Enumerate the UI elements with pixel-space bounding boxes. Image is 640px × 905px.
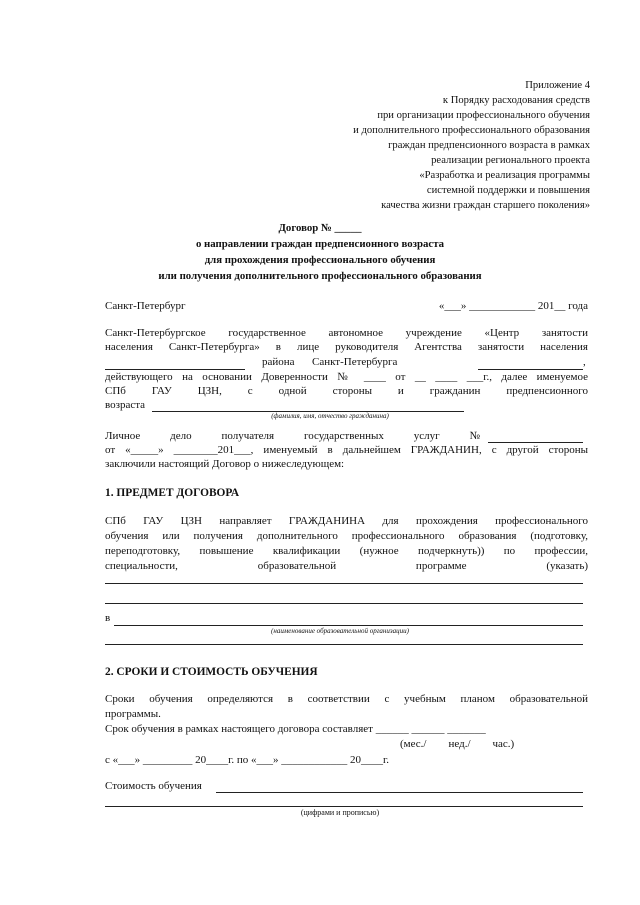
party-text: Санкт-Петербурга: [312, 356, 398, 368]
party-text: Санкт-Петербургское государственное автономное учреждение «Центр занятости: [105, 327, 588, 339]
field-caption: (цифрами и прописью): [300, 808, 380, 817]
cost-blank: [216, 792, 583, 793]
contract-subtitle: о направлении граждан предпенсионного возраста: [195, 238, 445, 250]
appendix-line: реализации регионального проекта: [431, 155, 590, 166]
duration-units: (мес./ нед./ час.): [400, 738, 515, 750]
section1-text: обучения или получения дополнительного профессионального образования (подготовку,: [105, 530, 588, 542]
appendix-line: «Разработка и реализация программы: [419, 170, 590, 181]
section2-text: Срок обучения в рамках настоящего договора составляет ______ ______ _______: [105, 723, 486, 735]
name-blank: [478, 369, 583, 370]
section2-text: программы.: [105, 708, 161, 720]
section2-text: Сроки обучения определяются в соответствии с учебным планом образовательной: [105, 693, 588, 705]
section1-text: в: [105, 612, 111, 624]
organization-blank: [105, 644, 583, 645]
cost-blank: [105, 806, 583, 807]
section-heading: 1. ПРЕДМЕТ ДОГОВОРА: [105, 487, 240, 499]
appendix-line: Приложение 4: [525, 80, 590, 91]
party-text: населения Санкт-Петербурга» в лице руководителя Агентства занятости населения: [105, 341, 588, 353]
section-heading: 2. СРОКИ И СТОИМОСТЬ ОБУЧЕНИЯ: [105, 666, 318, 678]
party-text: возраста: [105, 399, 146, 411]
appendix-line: системной поддержки и повышения: [426, 185, 590, 196]
appendix-line: при организации профессионального обучения: [377, 110, 590, 121]
section2-text: Стоимость обучения: [105, 780, 202, 792]
program-blank: [105, 603, 583, 604]
recipient-text: от «_____» ________201___, именуемый в дальнейшем ГРАЖДАНИН, с другой стороны: [105, 444, 588, 456]
section1-text: переподготовку, повышение квалификации (нужное подчеркнуть)) по профессии,: [105, 545, 588, 557]
section2-text: с «___» _________ 20____г. по «___» ____________ 20____г.: [105, 754, 390, 766]
program-blank: [105, 583, 583, 584]
recipient-text: Личное дело получателя государственных услуг №: [105, 430, 480, 442]
party-text: ,: [583, 356, 586, 368]
appendix-line: и дополнительного профессионального образования: [353, 125, 590, 136]
party-text: района: [262, 356, 295, 368]
party-text: СПб ГАУ ЦЗН, с одной стороны и гражданин предпенсионного: [105, 385, 588, 397]
place-text: Санкт-Петербург: [105, 300, 186, 312]
recipient-text: заключили настоящий Договор о нижеследующем:: [105, 458, 345, 470]
case-number-blank: [488, 442, 583, 443]
date-field: «___» ____________ 201__ года: [438, 300, 588, 312]
appendix-line: качества жизни граждан старшего поколения»: [381, 200, 590, 211]
appendix-line: к Порядку расходования средств: [442, 95, 590, 106]
section1-text: специальности, образовательной программе (указать): [105, 560, 588, 572]
field-caption: (фамилия, имя, отчество гражданина): [271, 412, 389, 420]
appendix-line: граждан предпенсионного возраста в рамках: [388, 140, 590, 151]
party-text: действующего на основании Доверенности № ____ от __ ____ ___г., далее именуемое: [105, 371, 588, 383]
contract-subtitle: или получения дополнительного профессионального образования: [158, 270, 482, 282]
organization-blank: [114, 625, 583, 626]
section1-text: СПб ГАУ ЦЗН направляет ГРАЖДАНИНА для прохождения профессионального: [105, 515, 588, 527]
contract-subtitle: для прохождения профессионального обучения: [204, 254, 436, 266]
field-caption: (наименование образовательной организации): [271, 627, 409, 635]
district-blank: [105, 369, 245, 370]
contract-title: Договор № _____: [278, 222, 362, 234]
